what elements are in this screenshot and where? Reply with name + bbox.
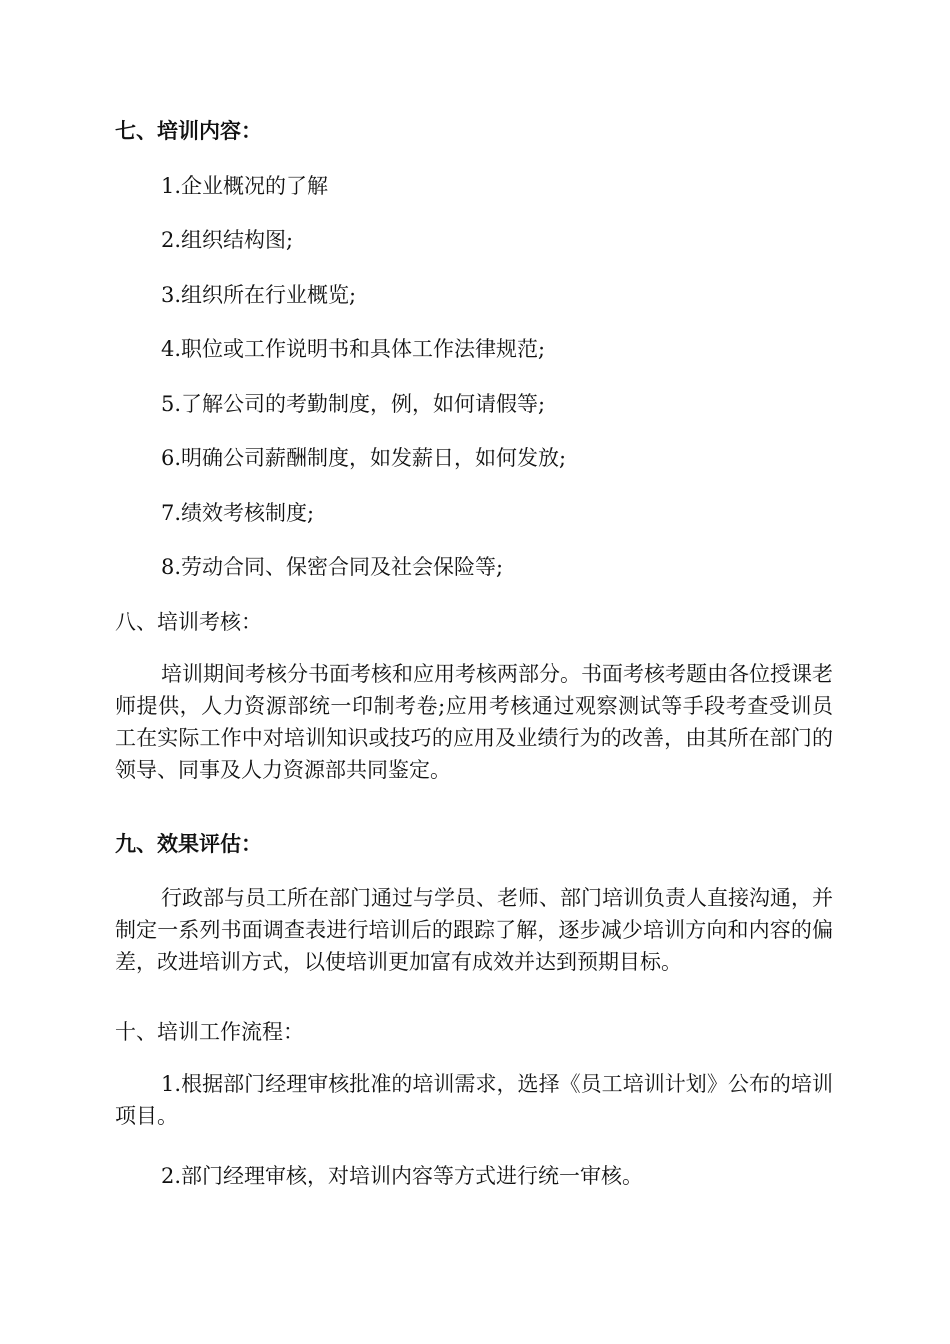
section-7-item-4: 4.职位或工作说明书和具体工作法律规范; (161, 337, 546, 361)
section-7-item-2: 2.组织结构图; (161, 228, 294, 252)
section-7-item-6: 6.明确公司薪酬制度，如发薪日，如何发放; (161, 446, 567, 470)
section-7-item-5: 5.了解公司的考勤制度，例，如何请假等; (161, 392, 546, 416)
section-7-item-7: 7.绩效考核制度; (161, 501, 315, 525)
section-7-item-1: 1.企业概况的了解 (161, 174, 329, 198)
section-8-title: 八、培训考核： (115, 610, 262, 634)
section-9-body: 行政部与员工所在部门通过与学员、老师、部门培训负责人直接沟通，并制定一系列书面调查表进行培训后的跟踪了解，逐步减少培训方向和内容的偏差，改进培训方式，以使培训更加富有成效并达到预期目标。 (115, 886, 833, 974)
section-7-title: 七、培训内容： (115, 119, 262, 143)
section-8-body: 培训期间考核分书面考核和应用考核两部分。书面考核考题由各位授课老师提供，人力资源部统一印制考卷;应用考核通过观察测试等手段考查受训员工在实际工作中对培训知识或技巧的应用及业绩行为的改善，由其所在部门的领导、同事及人力资源部共同鉴定。 (115, 662, 833, 782)
section-9-title: 九、效果评估： (115, 832, 262, 856)
section-7-item-3: 3.组织所在行业概览; (161, 283, 357, 307)
section-10-title: 十、培训工作流程： (115, 1020, 304, 1044)
section-7-item-8: 8.劳动合同、保密合同及社会保险等; (161, 555, 504, 579)
section-10-item-2: 2.部门经理审核，对培训内容等方式进行统一审核。 (161, 1164, 644, 1188)
section-10-item-1: 1.根据部门经理审核批准的培训需求，选择《员工培训计划》公布的培训项目。 (115, 1072, 833, 1128)
